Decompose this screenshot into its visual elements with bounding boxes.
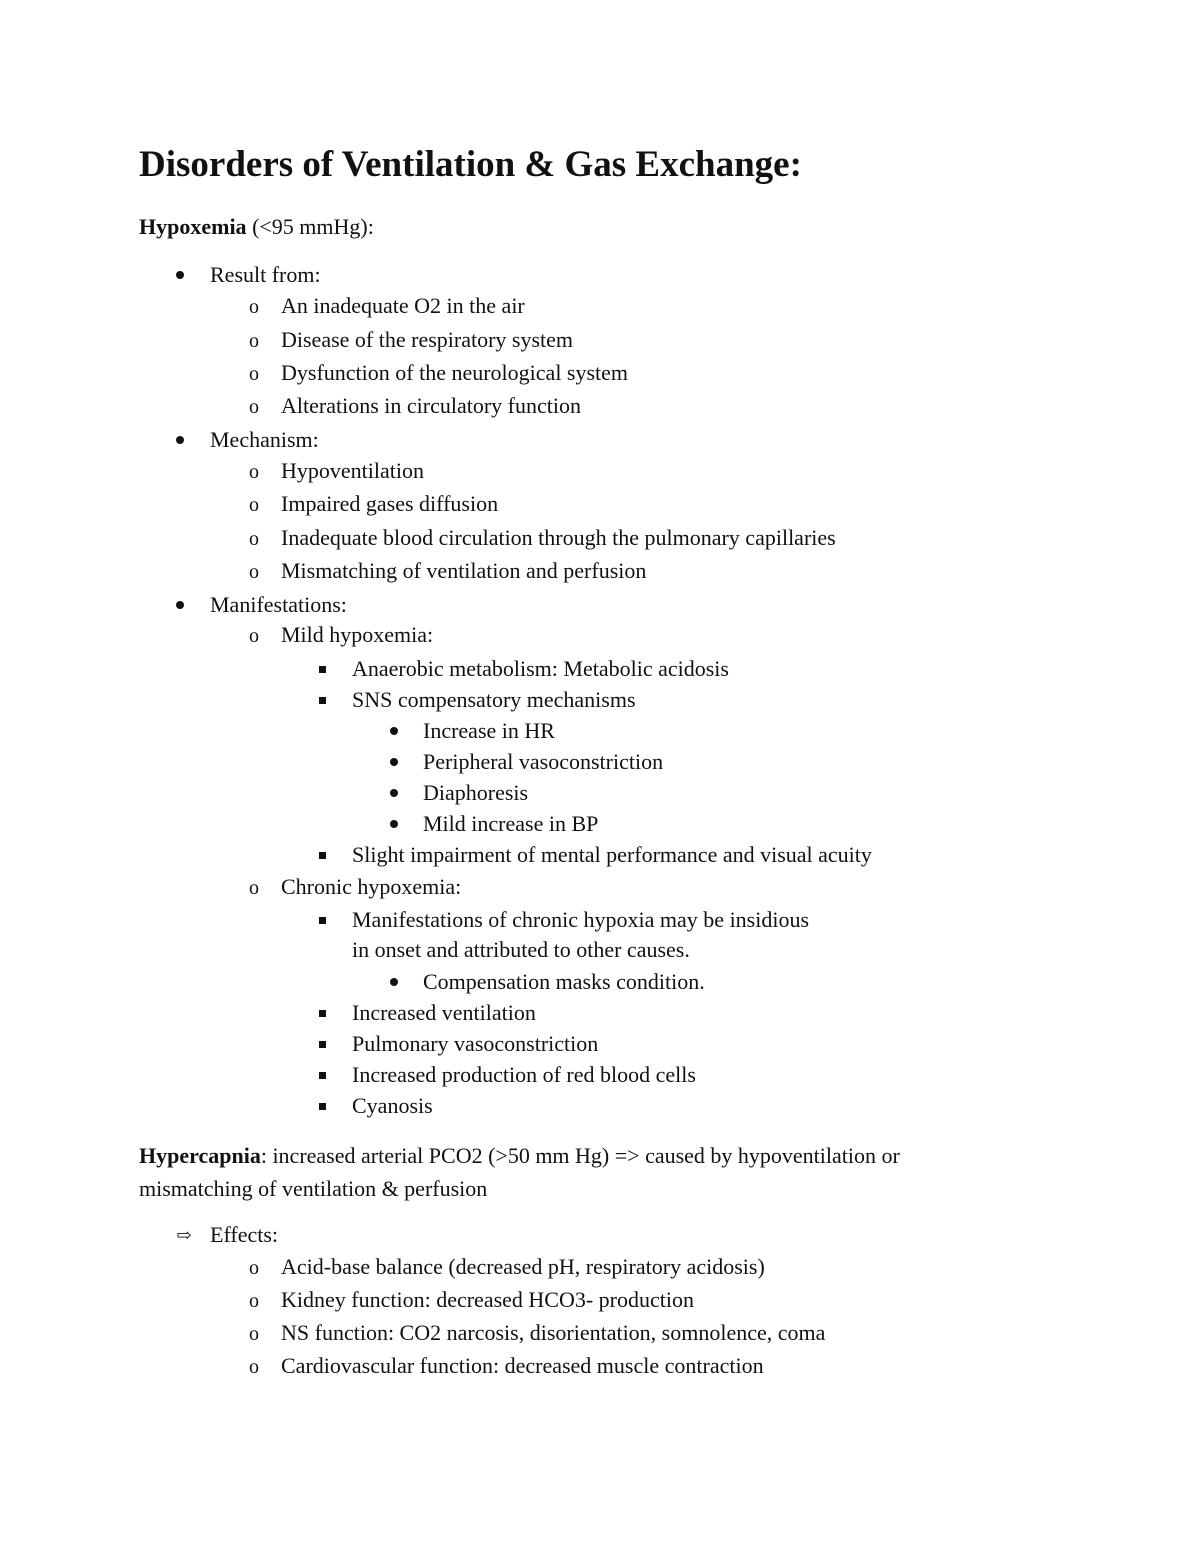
arrow-right-icon: ⇨ — [176, 1225, 192, 1245]
bullet-square-icon — [310, 1092, 334, 1120]
bullet-square-icon — [310, 1061, 334, 1089]
bullet-dot-icon — [382, 968, 406, 996]
bullet-circle-icon: o — [249, 877, 259, 899]
bullet-circle-icon: o — [249, 1257, 259, 1279]
bullet-square-icon — [310, 1030, 334, 1058]
chronic-hypoxemia-label: Chronic hypoxemia: — [281, 874, 462, 899]
bullet-dot-icon — [168, 426, 192, 454]
list-item: Mismatching of ventilation and perfusion — [281, 558, 647, 583]
list-item: Impaired gases diffusion — [281, 491, 499, 516]
list-item: Compensation masks condition. — [423, 969, 705, 994]
manifestations-label: Manifestations: — [210, 592, 347, 617]
result-from-label: Result from: — [210, 262, 321, 287]
list-item: SNS compensatory mechanisms — [352, 687, 636, 712]
list-item: Increased production of red blood cells — [352, 1062, 696, 1087]
hypercapnia-definition: : increased arterial PCO2 (>50 mm Hg) => caused by hypoventilation or — [260, 1143, 900, 1168]
bullet-circle-icon: o — [249, 625, 259, 647]
bullet-dot-icon — [168, 591, 192, 619]
list-item: Anaerobic metabolism: Metabolic acidosis — [352, 656, 729, 681]
list-item: Acid-base balance (decreased pH, respiratory acidosis) — [281, 1254, 765, 1279]
bullet-circle-icon: o — [249, 1290, 259, 1312]
hypoxemia-term: Hypoxemia — [139, 214, 247, 239]
mild-hypoxemia-label: Mild hypoxemia: — [281, 622, 434, 647]
list-item: Diaphoresis — [423, 780, 529, 805]
list-item: Cardiovascular function: decreased muscle contraction — [281, 1353, 764, 1378]
bullet-circle-icon: o — [249, 494, 259, 516]
bullet-circle-icon: o — [249, 461, 259, 483]
bullet-circle-icon: o — [249, 561, 259, 583]
bullet-circle-icon: o — [249, 296, 259, 318]
hypercapnia-term: Hypercapnia — [139, 1143, 261, 1168]
list-item: An inadequate O2 in the air — [281, 293, 525, 318]
list-item: Manifestations of chronic hypoxia may be insidious — [352, 907, 810, 932]
hypercapnia-heading — [139, 1142, 900, 1170]
mechanism-label: Mechanism: — [210, 427, 319, 452]
list-item: Cyanosis — [352, 1093, 433, 1118]
list-item-continued: in onset and attributed to other causes. — [352, 937, 690, 962]
bullet-square-icon — [310, 841, 334, 869]
bullet-square-icon — [310, 906, 334, 934]
list-item: NS function: CO2 narcosis, disorientation, somnolence, coma — [281, 1320, 826, 1345]
list-item: Alterations in circulatory function — [281, 393, 581, 418]
bullet-dot-icon — [382, 779, 406, 807]
bullet-circle-icon: o — [249, 528, 259, 550]
list-item: Mild increase in BP — [423, 811, 599, 836]
list-item: Increase in HR — [423, 718, 555, 743]
bullet-square-icon — [310, 655, 334, 683]
list-item: Inadequate blood circulation through the pulmonary capillaries — [281, 525, 836, 550]
hypoxemia-definition: (<95 mmHg): — [246, 214, 374, 239]
hypoxemia-heading — [139, 213, 374, 241]
list-item: Disease of the respiratory system — [281, 327, 574, 352]
list-item: Increased ventilation — [352, 1000, 536, 1025]
hypercapnia-definition-continued: mismatching of ventilation & perfusion — [139, 1176, 488, 1201]
bullet-circle-icon: o — [249, 1356, 259, 1378]
bullet-circle-icon: o — [249, 363, 259, 385]
effects-label: Effects: — [210, 1222, 279, 1247]
bullet-circle-icon: o — [249, 396, 259, 418]
bullet-dot-icon — [168, 261, 192, 289]
list-item: Slight impairment of mental performance and visual acuity — [352, 842, 872, 867]
bullet-square-icon — [310, 999, 334, 1027]
list-item: Kidney function: decreased HCO3- production — [281, 1287, 694, 1312]
page-title: Disorders of Ventilation & Gas Exchange: — [139, 144, 802, 185]
list-item: Peripheral vasoconstriction — [423, 749, 664, 774]
bullet-dot-icon — [382, 748, 406, 776]
bullet-circle-icon: o — [249, 1323, 259, 1345]
bullet-dot-icon — [382, 717, 406, 745]
bullet-dot-icon — [382, 810, 406, 838]
bullet-square-icon — [310, 686, 334, 714]
list-item: Pulmonary vasoconstriction — [352, 1031, 599, 1056]
list-item: Hypoventilation — [281, 458, 424, 483]
bullet-circle-icon: o — [249, 330, 259, 352]
list-item: Dysfunction of the neurological system — [281, 360, 629, 385]
